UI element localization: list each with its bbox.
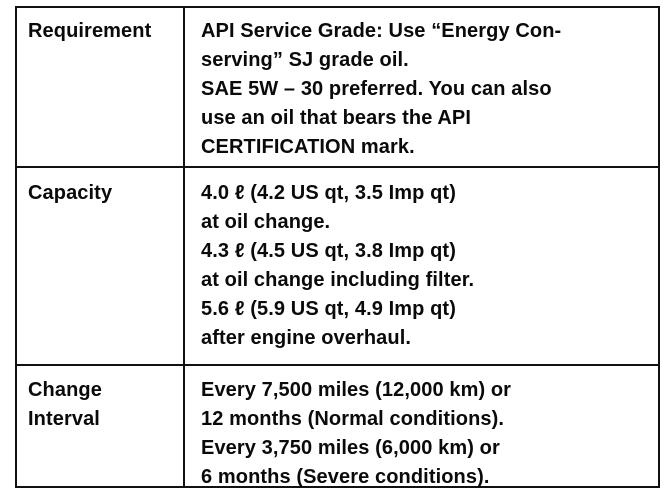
requirement-line-4: use an oil that bears the API — [201, 107, 471, 129]
requirement-value-cell — [185, 8, 658, 162]
requirement-line-1: API Service Grade: Use “Energy Con- — [201, 20, 562, 42]
capacity-line-2: at oil change. — [201, 211, 331, 233]
capacity-label: Capacity — [28, 182, 113, 204]
capacity-value-cell — [185, 168, 658, 353]
capacity-line-3: 4.3 ℓ (4.5 US qt, 3.8 Imp qt) — [201, 240, 456, 262]
change-interval-label-line-2: Interval — [28, 408, 100, 430]
capacity-line-5: 5.6 ℓ (5.9 US qt, 4.9 Imp qt) — [201, 298, 456, 320]
table-row-requirement — [17, 8, 658, 166]
requirement-line-3: SAE 5W – 30 preferred. You can also — [201, 78, 552, 100]
capacity-line-1: 4.0 ℓ (4.2 US qt, 3.5 Imp qt) — [201, 182, 456, 204]
requirement-line-2: serving” SJ grade oil. — [201, 49, 409, 71]
capacity-line-4: at oil change including filter. — [201, 269, 475, 291]
change-interval-line-4: 6 months (Severe conditions). — [201, 466, 490, 488]
change-interval-line-3: Every 3,750 miles (6,000 km) or — [201, 437, 500, 459]
requirement-label-cell — [17, 8, 183, 46]
capacity-line-6: after engine overhaul. — [201, 327, 412, 349]
change-interval-line-2: 12 months (Normal conditions). — [201, 408, 505, 430]
requirement-line-5: CERTIFICATION mark. — [201, 136, 415, 158]
change-interval-label-cell — [17, 366, 183, 434]
capacity-label-cell — [17, 168, 183, 208]
requirement-label: Requirement — [28, 20, 152, 42]
change-interval-value-cell — [185, 366, 658, 492]
change-interval-line-1: Every 7,500 miles (12,000 km) or — [201, 379, 512, 401]
table-row-change-interval — [17, 364, 658, 488]
change-interval-label-line-1: Change — [28, 379, 102, 401]
oil-specification-table — [15, 6, 660, 488]
table-row-capacity — [17, 166, 658, 364]
